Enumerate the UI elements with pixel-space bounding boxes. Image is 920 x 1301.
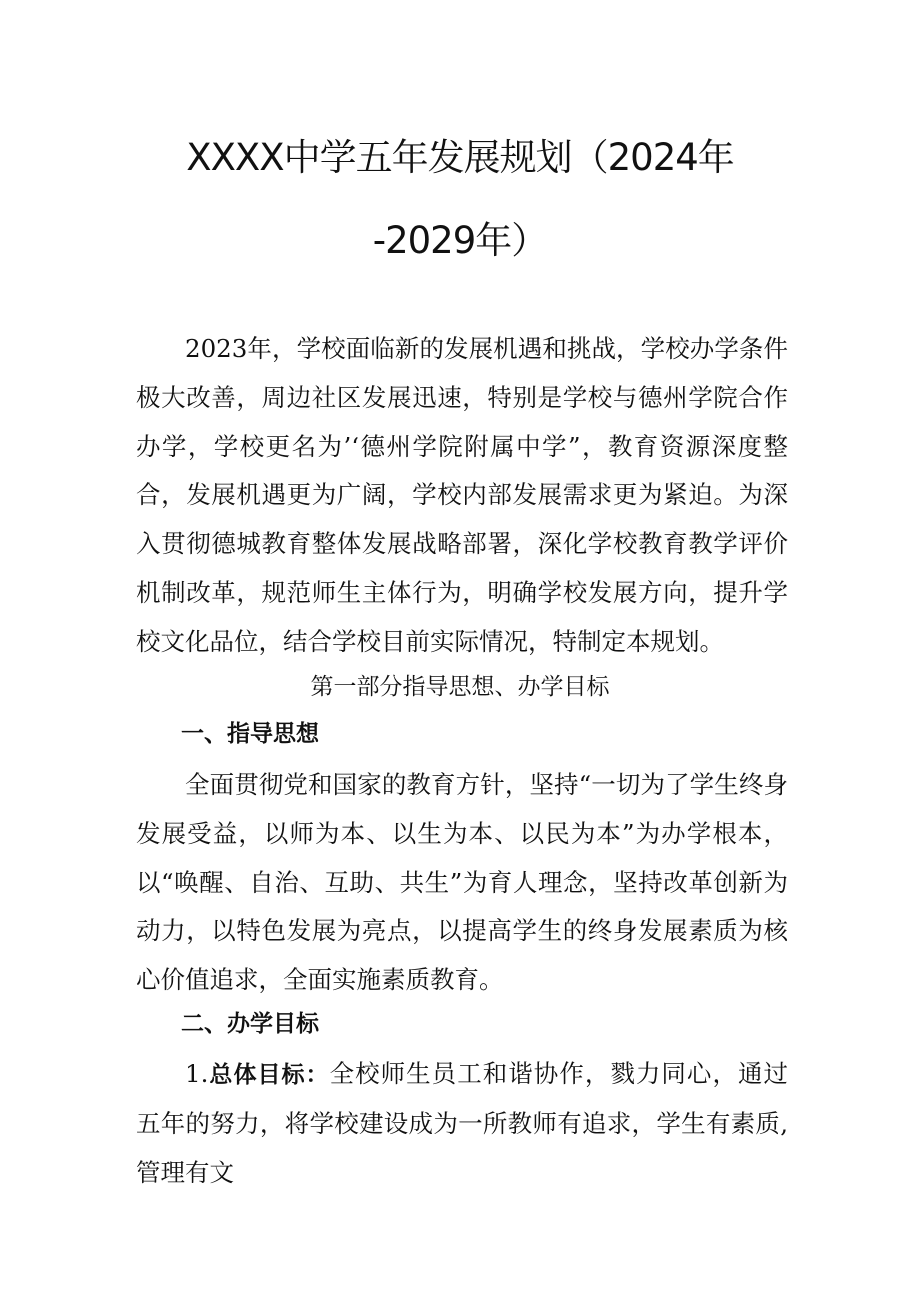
- overall-goal-label: 总体目标：: [208, 1062, 330, 1088]
- document-title-line-1: XXXX中学五年发展规划（2024年: [186, 136, 734, 179]
- school-goals-heading: 二、办学目标: [181, 1011, 319, 1037]
- overall-goal-text: 全校师生员工和谐协作，戮力同心，通过五年的努力，将学校建设成为一所教师有追求，学生有素质,管理有文: [136, 1059, 789, 1187]
- overall-goal-number: 1.: [185, 1059, 209, 1088]
- guiding-ideology-heading: 一、指导思想: [181, 721, 319, 747]
- intro-paragraph: 2023年，学校面临新的发展机遇和挑战，学校办学条件极大改善，周边社区发展迅速，特别是学校与德州学院合作办学，学校更名为’‘德州学院附属中学”，教育资源深度整合，发展机遇更为广阔，学校内部发展需求更为紧迫。为深入贯彻德城教育整体发展战略部署，深化学校教育教学评价机制改革，规范师生主体行为，明确学校发展方向，提升学校文化品位，结合学校目前实际情况，特制定本规划。: [136, 334, 788, 656]
- guiding-ideology-paragraph: 全面贯彻党和国家的教育方针，坚持“一切为了学生终身发展受益，以师为本、以生为本、以民为本”为办学根本，以“唤醒、自治、互助、共生”为育人理念，坚持改革创新为动力，以特色发展为亮点，以提高学生的终身发展素质为核心价值追求，全面实施素质教育。: [136, 770, 788, 995]
- document-title-line-2: -2029年）: [372, 219, 548, 262]
- part-one-heading: 第一部分指导思想、办学目标: [310, 674, 610, 700]
- overall-goal-paragraph: [136, 1050, 788, 1197]
